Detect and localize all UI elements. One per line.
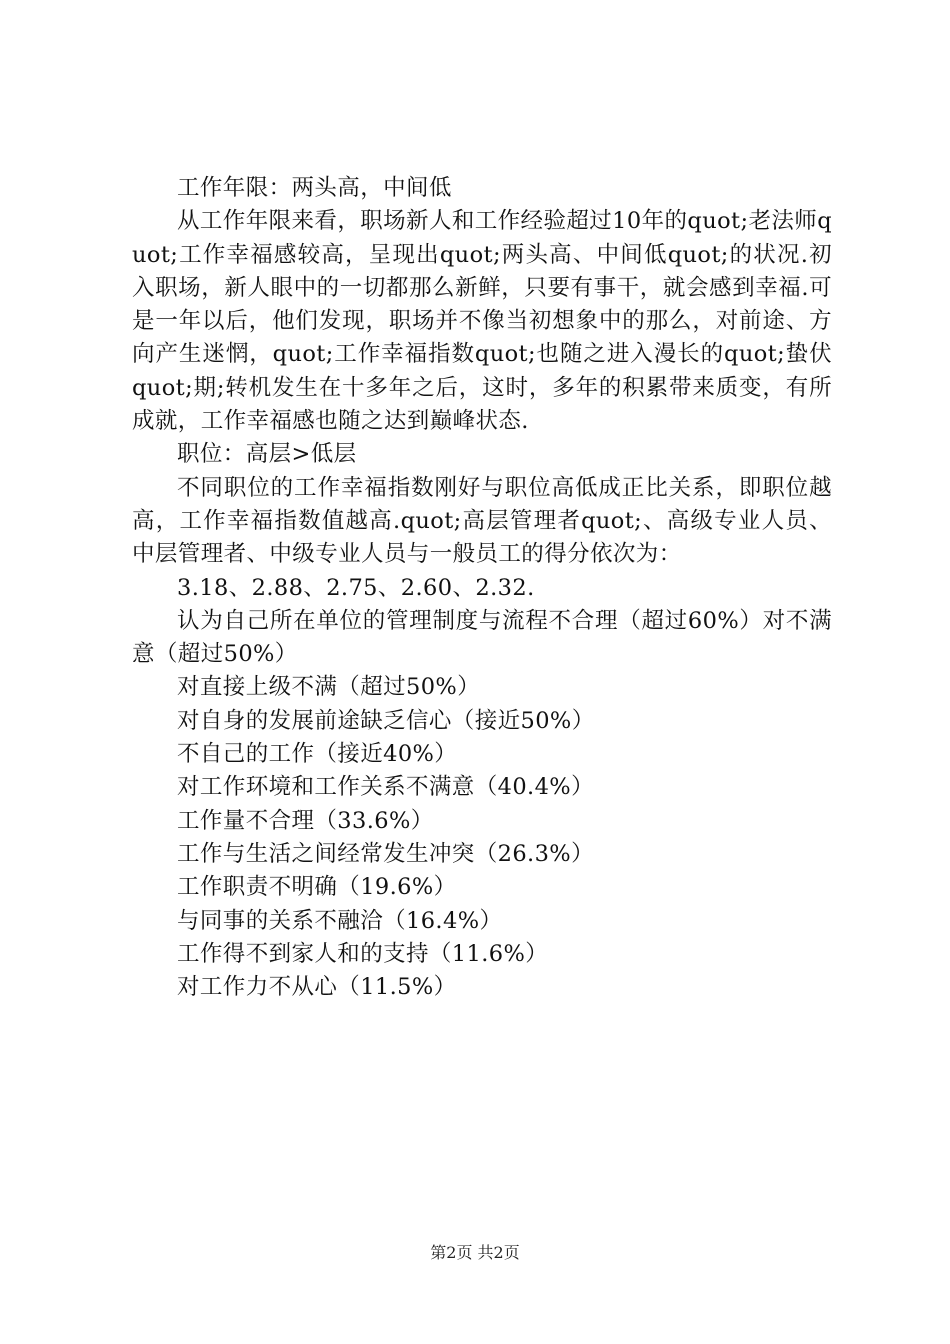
document-body	[132, 172, 832, 1004]
page-number-label: 第2页 共2页	[430, 1243, 520, 1262]
list-item: 对工作力不从心（11.5%）	[177, 974, 457, 1001]
list-item: 对直接上级不满（超过50%）	[177, 674, 481, 701]
section-heading-position: 职位：高层>低层	[177, 441, 357, 468]
paragraph-work-years: 从工作年限来看，职场新人和工作经验超过10年的quot;老法师quot;工作幸福感较高，呈现出quot;两头高、中间低quot;的状况.初入职场，新人眼中的一切都那么新鲜，只要有事干，就会感到幸福.可是一年以后，他们发现，职场并不像当初想象中的那么，对前途、方向产生迷惘，quot;工作幸福指数quot;也随之进入漫长的quot;蛰伏quot;期;转机发生在十多年之后，这时，多年的积累带来质变，有所成就，工作幸福感也随之达到巅峰状态.	[132, 208, 832, 435]
list-item: 工作与生活之间经常发生冲突（26.3%）	[177, 840, 594, 867]
list-item: 认为自己所在单位的管理制度与流程不合理（超过60%）对不满意（超过50%）	[132, 607, 832, 668]
list-item: 对工作环境和工作关系不满意（40.4%）	[177, 774, 594, 801]
list-item: 工作职责不明确（19.6%）	[177, 874, 457, 901]
section-heading-work-years: 工作年限：两头高，中间低	[177, 175, 452, 201]
list-item: 工作得不到家人和的支持（11.6%）	[177, 940, 549, 967]
page-footer	[0, 1243, 950, 1263]
list-item: 对自身的发展前途缺乏信心（接近50%）	[177, 707, 595, 734]
list-item: 与同事的关系不融洽（16.4%）	[177, 907, 503, 934]
paragraph-scores: 3.18、2.88、2.75、2.60、2.32.	[177, 574, 535, 601]
paragraph-position: 不同职位的工作幸福指数刚好与职位高低成正比关系，即职位越高，工作幸福指数值越高.quot;高层管理者quot;、高级专业人员、中层管理者、中级专业人员与一般员工的得分依次为：	[132, 474, 832, 568]
list-item: 工作量不合理（33.6%）	[177, 807, 434, 834]
list-item: 不自己的工作（接近40%）	[177, 741, 458, 768]
